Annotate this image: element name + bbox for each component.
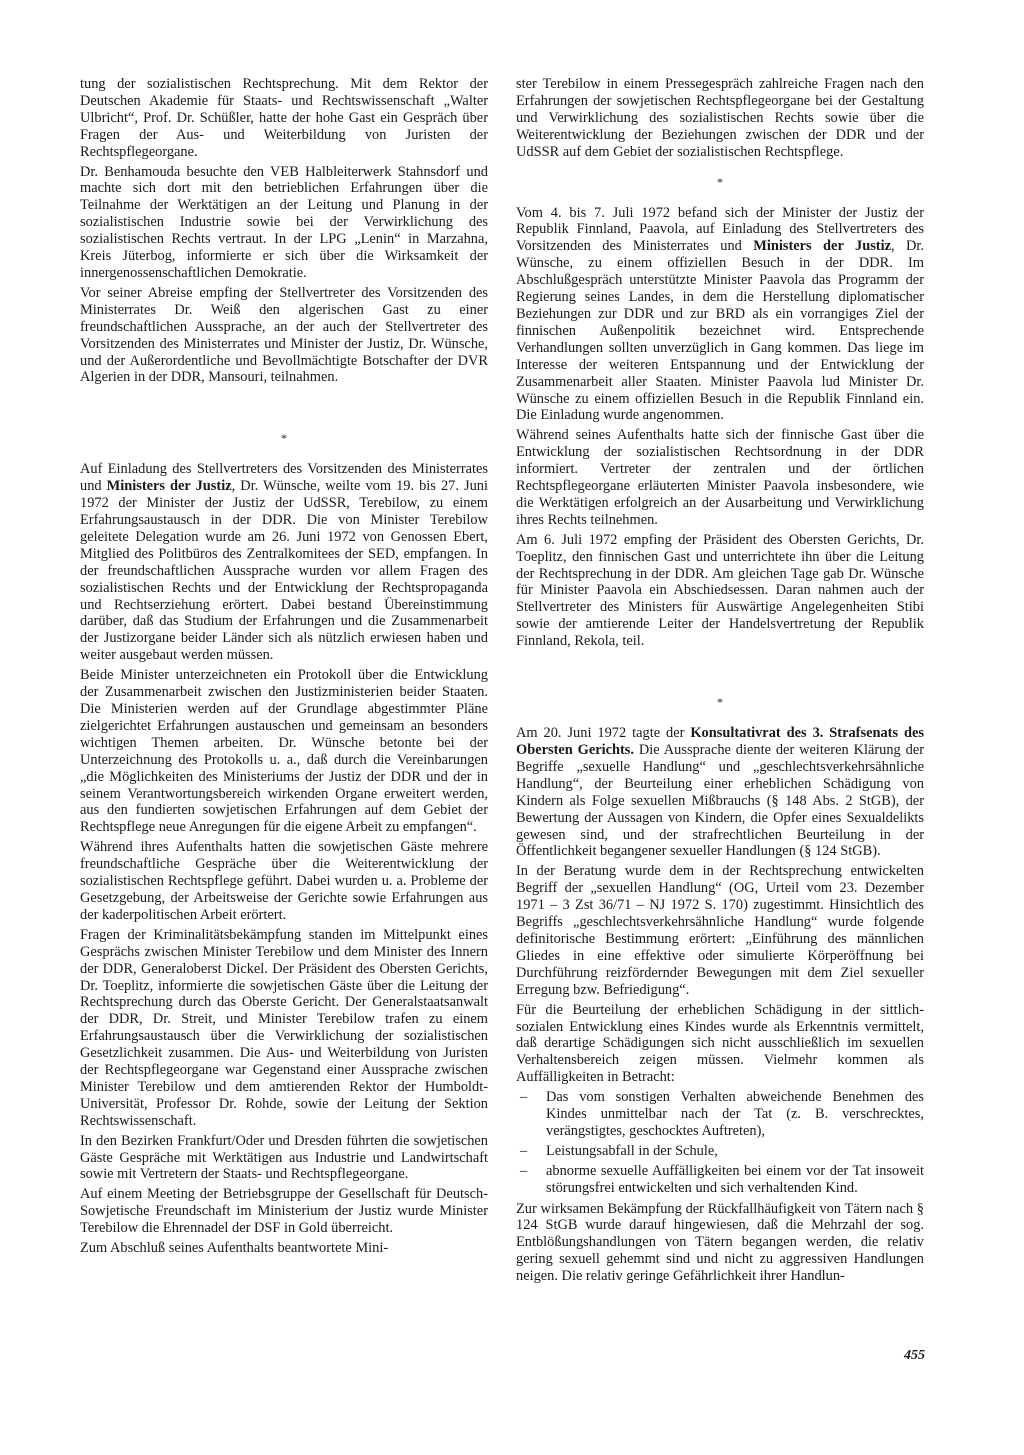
paragraph: In der Beratung wurde dem in der Rechtsprechung entwickelten Begriff der „sexuellen Handlung“ (OG, Urteil vom 23. Dezember 1971 – 3 Zst 36/71 – NJ 1972 S. 170) zugestimmt. Hinsichtlich des Begriffs „geschlechtsverkehrsähnliche Handlung“ wurde folgende definitorische Bestimmung erörtert: „Einführung des männlichen Gliedes in eine effektive oder simulierte Körperöffnung bei Durchführung reizfördernder Bewegungen mit dem Ziel sexueller Erregung bzw. Befriedigung“. — [516, 863, 924, 998]
page-number: 455 — [904, 1348, 925, 1363]
list-item — [516, 1163, 924, 1197]
paragraph — [516, 725, 924, 860]
text-run: Am 20. Juni 1972 tagte der — [516, 725, 691, 742]
list-item-text: Leistungsabfall in der Schule, — [546, 1142, 718, 1159]
dash-list — [516, 1089, 924, 1196]
paragraph: In den Bezirken Frankfurt/Oder und Dresden führten die sowjetischen Gäste Gespräche mit Werktätigen aus Industrie und Landwirtschaft sowie mit Vertretern der Staats- und Rechtspflegeorgane. — [80, 1132, 488, 1183]
paragraph: Beide Minister unterzeichneten ein Protokoll über die Entwicklung der Zusammenarbeit zwischen den Justizministerien beider Staaten. Die Ministerien werden auf der Grundlage abgestimmter Pläne zielgerichtet Erfahrungen austauschen und gemeinsam an besonders wichtigen Themen arbeiten. Dr. Wünsche betonte bei der Unterzeichnung des Protokolls u. a., daß durch die Vereinbarungen „die Möglichkeiten des Ministeriums der Justiz der DDR und der in seinem Verantwortungsbereich wirkenden Organe erweitert werden, aus den fundierten sowjetischen Erfahrungen auf dem Gebiet der Rechtspflege neue Anregungen für die eigene Arbeit zu empfangen“. — [80, 667, 488, 836]
paragraph: ster Terebilow in einem Pressegespräch zahlreiche Fragen nach den Erfahrungen der sowjetischen Rechtspflegeorgane bei der Gestaltung und Verwirklichung des sozialistischen Rechts sowie über die Weiterentwicklung der Beziehungen zwischen der DDR und der UdSSR auf dem Gebiet der sozialistischen Rechtspflege. — [516, 76, 924, 160]
bold-term: Konsultativrat des 3. Strafsenats des Obersten Gerichts. — [516, 725, 924, 758]
paragraph — [80, 461, 488, 664]
dash-bullet: – — [520, 1089, 528, 1106]
section-separator: * — [281, 431, 287, 446]
paragraph: Zum Abschluß seines Aufenthalts beantwortete Mini- — [80, 1240, 389, 1257]
section-separator: * — [717, 695, 723, 710]
list-item — [516, 1143, 924, 1160]
paragraph: tung der sozialistischen Rechtsprechung. Mit dem Rektor der Deutschen Akademie für Staats- und Rechtswissenschaft „Walter Ulbricht“, Prof. Dr. Schüßler, hatte der hohe Gast ein Gespräch über Fragen der Aus- und Weiterbildung von Juristen der Rechtspflegeorgane. — [80, 76, 488, 160]
spacer — [80, 389, 488, 417]
list-item — [516, 1089, 924, 1140]
paragraph: Vor seiner Abreise empfing der Stellvertreter des Vorsitzenden des Ministerrates Dr. Weiß den algerischen Gast zu einer freundschaftlichen Aussprache, an der auch der Stellvertreter des Vorsitzenden des Ministerrates und Minister der Justiz, Dr. Wünsche, und der Außerordentliche und Bevollmächtigte Botschafter der DVR Algerien in der DDR, Mansouri, teilnahmen. — [80, 284, 488, 386]
dash-bullet: – — [520, 1162, 528, 1179]
paragraph: Am 6. Juli 1972 empfing der Präsident des Obersten Gerichts, Dr. Toeplitz, den finnischen Gast und unterrichtete ihn über die Leitung der Rechtsprechung in der DDR. Am gleichen Tage gab Dr. Wünsche für Minister Paavola ein Abschiedsessen. Daran nahmen auch der Stellvertreter des Ministers für Auswärtige Angelegenheiten Stibi sowie der amtierende Leiter der Handelsvertretung der Republik Finnland, Rekola, teil. — [516, 531, 924, 650]
bold-term: Ministers der Justiz — [753, 238, 891, 255]
text-run: Vom 4. bis 7. Juli 1972 befand sich der Minister der Justiz der Republik Finnland, Paavola, auf Einladung des Stellvertreters des Vorsitzenden des Ministerrates und — [516, 204, 924, 255]
right-column — [516, 76, 924, 1288]
paragraph: Während seines Aufenthalts hatte sich der finnische Gast über die Entwicklung der sozialistischen Rechtsordnung in der DDR informiert. Vertreter der zentralen und der örtlichen Rechtspflegeorgane erläuterten Minister Paavola insbesondere, wie die Werktätigen erfolgreich an der Ausarbeitung und Verwirklichung ihres Rechts teilnehmen. — [516, 427, 924, 528]
paragraph: Dr. Benhamouda besuchte den VEB Halbleiterwerk Stahnsdorf und machte sich dort mit den betrieblichen Erfahrungen über die Teilnahme der Werktätigen an der Leitung und Planung in der sozialistischen Industrie sowie bei der Verwirklichung des sozialistischen Rechts vertraut. In der LPG „Lenin“ in Marzahna, Kreis Jüterbog, informierte er sich über die Wirksamkeit der innergenossenschaftlichen Demokratie. — [80, 163, 488, 281]
section-separator: * — [717, 174, 723, 189]
paragraph: Für die Beurteilung der erheblichen Schädigung in der sittlich-sozialen Entwicklung eines Kindes wurde als Erkenntnis vermittelt, daß derartige Schädigungen sich nicht ausschließlich im sexuellen Verhaltensbereich zeigen müssen. Vielmehr kommen als Auffälligkeiten in Betracht: — [516, 1001, 924, 1086]
list-item-text: abnorme sexuelle Auffälligkeiten bei einem vor der Tat insoweit störungsfrei entwickelten und sich verhaltenden Kind. — [546, 1162, 924, 1196]
dash-bullet: – — [520, 1142, 528, 1159]
paragraph: Auf einem Meeting der Betriebsgruppe der Gesellschaft für Deutsch-Sowjetische Freundschaft im Ministerium der Justiz wurde Minister Terebilow die Ehrennadel der DSF in Gold überreicht. — [80, 1186, 488, 1237]
text-run: Auf Einladung des Stellvertreters des Vorsitzenden des Ministerrates und — [80, 461, 488, 495]
list-item-text: Das vom sonstigen Verhalten abweichende Benehmen des Kindes unmittelbar nach der Tat (z. B. verschrecktes, verängstigtes, geschocktes Auftreten), — [546, 1089, 924, 1139]
text-run: Die Aussprache diente der weiteren Klärung der Begriffe „sexuelle Handlung“ und „geschlechtsverkehrsähnliche Handlung“, der Beurteilung einer erheblichen Schädigung von Kindern als Folge sexuellen Mißbrauchs (§ 148 Abs. 2 StGB), der Bewertung der Aussagen von Kindern, die Opfer eines Sexualdelikts gewesen sind, und der strafrechtlichen Beurteilung in der Öffentlichkeit begangener sexueller Handlungen (§ 124 StGB). — [516, 742, 924, 860]
paragraph: Zur wirksamen Bekämpfung der Rückfallhäufigkeit von Tätern nach § 124 StGB wurde darauf hingewiesen, daß die Mehrzahl der sog. Entblößungshandlungen von Tätern begangen werden, die relativ gering sexuell gehemmt sind und nicht zu aggressiven Handlungen neigen. Die relativ geringe Gefährlichkeit ihrer Handlun- — [516, 1200, 924, 1285]
bold-term: Ministers der Justiz — [106, 478, 232, 495]
paragraph — [516, 205, 924, 425]
text-run: , Dr. Wünsche, zu einem offiziellen Besuch in der DDR. Im Abschlußgespräch unterstützte Minister Paavola das Programm der Regierung seines Landes, in dem die Herstellung diplomatischer Beziehungen zur DDR und zur BRD als ein vorrangiges Ziel der finnischen Außenpolitik bezeichnet wird. Entsprechende Verhandlungen sollten unverzüglich in Gang kommen. Das liege im Interesse der weiteren Entspannung und der Entwicklung der Zusammenarbeit aller Staaten. Minister Paavola lud Minister Dr. Wünsche zu einem offiziellen Besuch in die Republik Finnland ein. Die Einladung wurde angenommen. — [516, 238, 924, 424]
paragraph: Während ihres Aufenthalts hatten die sowjetischen Gäste mehrere freundschaftliche Gespräche über die Weiterentwicklung der sozialistischen Rechtspflege geführt. Dabei wurden u. a. Probleme der Gesetzgebung, der Arbeitsweise der Gerichte sowie Erfahrungen aus der kaderpolitischen Arbeit erörtert. — [80, 839, 488, 923]
spacer — [516, 653, 924, 681]
text-run: , Dr. Wünsche, weilte vom 19. bis 27. Juni 1972 der Minister der Justiz der UdSSR, Terebilow, zu einem Erfahrungsaustausch in der DDR. Die von Minister Terebilow geleitete Delegation wurde am 26. Juni 1972 von Genossen Ebert, Mitglied des Politbüros des Zentralkomitees der SED, empfangen. In der freundschaftlichen Aussprache wurden vor allem Fragen des sozialistischen Rechts und der Entwicklung der Rechtspropaganda und Rechtserziehung erörtert. Dabei bestand Übereinstimmung darüber, daß das Studium der Erfahrungen und die Zusammenarbeit der Justizorgane beider Länder sich als nützlich erwiesen haben und weiter ausgebaut werden müssen. — [80, 478, 488, 664]
left-column — [80, 76, 488, 1260]
paragraph: Fragen der Kriminalitätsbekämpfung standen im Mittelpunkt eines Gesprächs zwischen Minister Terebilow und dem Minister des Innern der DDR, Generaloberst Dickel. Der Präsident des Obersten Gerichts, Dr. Toeplitz, informierte die sowjetischen Gäste über die Leitung der Rechtsprechung durch das Oberste Gericht. Der Generalstaatsanwalt der DDR, Dr. Streit, und Minister Terebilow trafen zu einem Erfahrungsaustausch über die Verwirklichung der sozialistischen Gesetzlichkeit zusammen. Die Aus- und Weiterbildung von Juristen der Rechtspflegeorgane war Gegenstand einer Aussprache zwischen Minister Terebilow und dem amtierenden Rektor der Humboldt-Universität, Professor Dr. Rohde, sowie der Leitung der Sektion Rechtswissenschaft. — [80, 926, 488, 1129]
